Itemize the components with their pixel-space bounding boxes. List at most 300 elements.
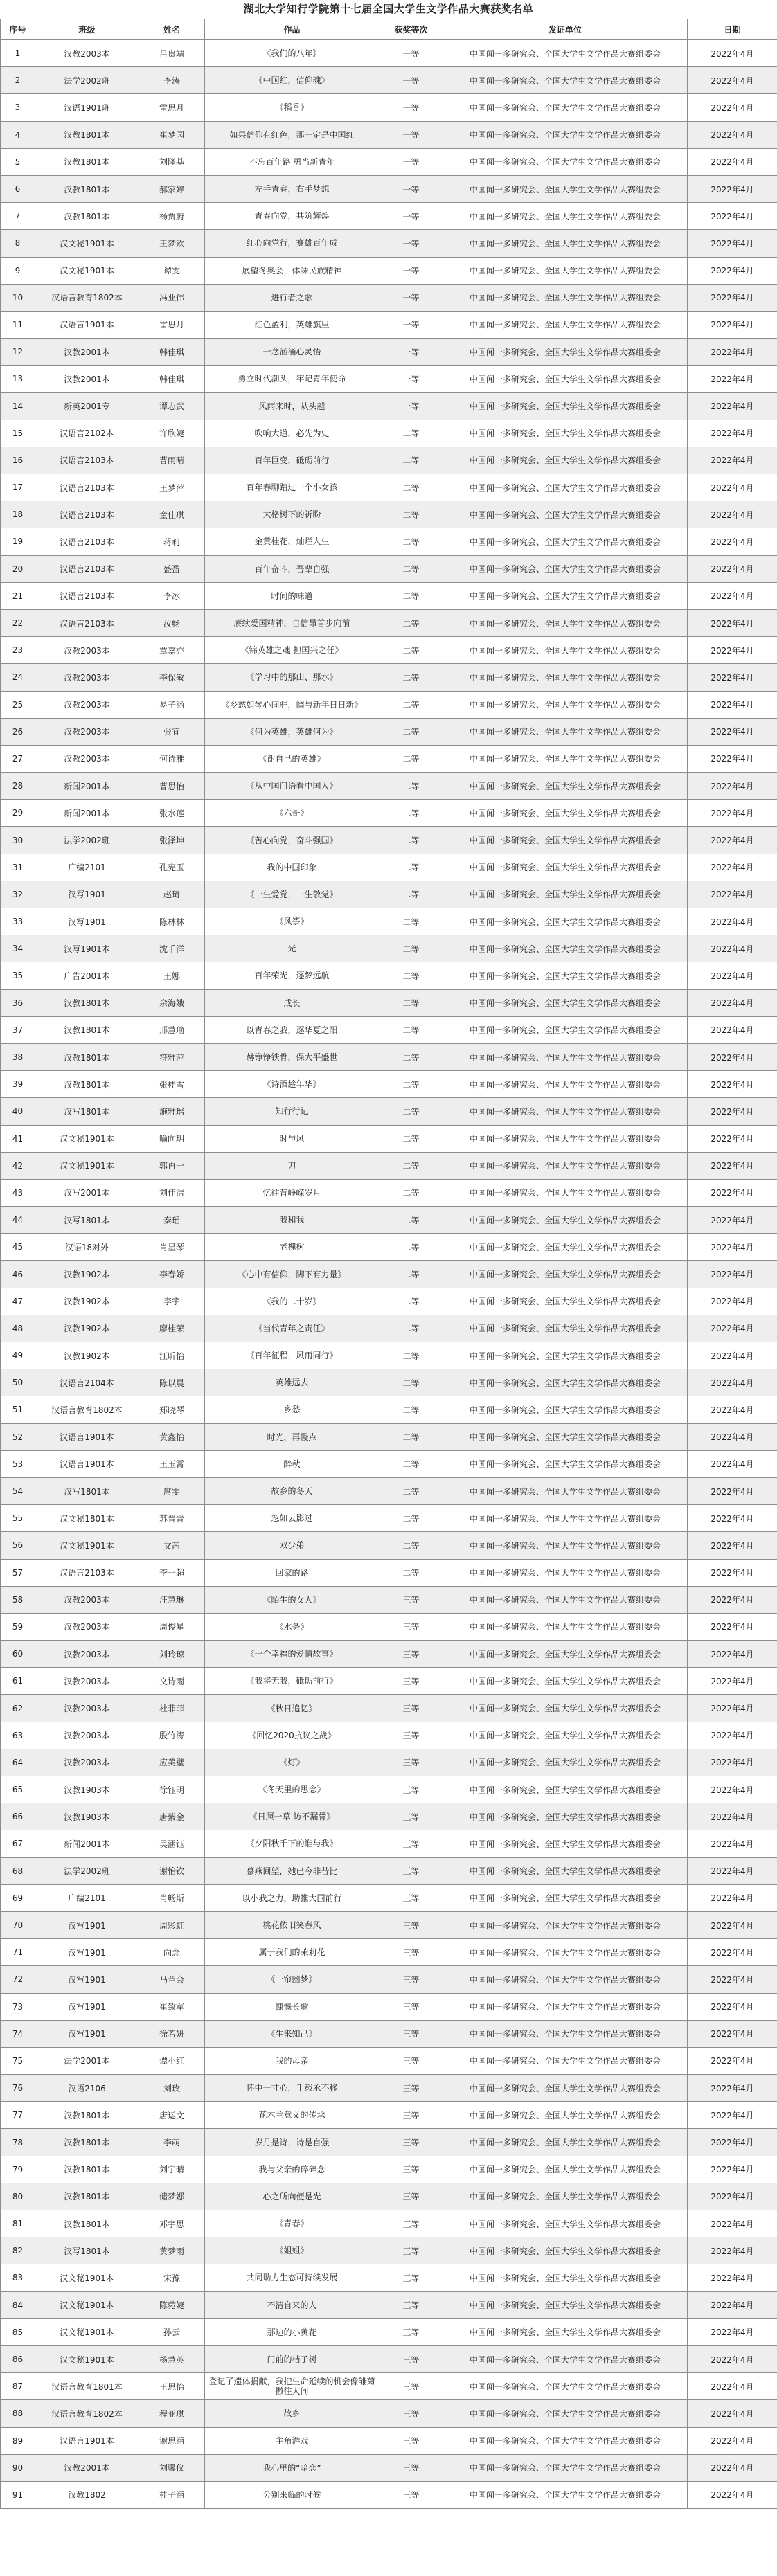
cell-date: 2022年4月 [688,1613,777,1640]
cell-issuer: 中国闻一多研究会、全国大学生文学作品大赛组委会 [443,555,688,582]
cell-class: 汉教1903本 [35,1803,139,1830]
cell-issuer: 中国闻一多研究会、全国大学生文学作品大赛组委会 [443,908,688,935]
cell-work: 双少弟 [205,1532,379,1559]
cell-name: 肖畅斯 [139,1884,205,1911]
table-row [1,664,777,691]
cell-issuer: 中国闻一多研究会、全国大学生文学作品大赛组委会 [443,474,688,501]
table-row [1,881,777,908]
cell-name: 李宇 [139,1288,205,1315]
cell-award-level: 三等 [379,2156,443,2183]
cell-date: 2022年4月 [688,528,777,555]
table-row [1,366,777,393]
cell-date: 2022年4月 [688,2102,777,2129]
cell-class: 汉教2003本 [35,1749,139,1776]
cell-index: 10 [1,284,35,311]
cell-award-level: 一等 [379,203,443,230]
cell-date: 2022年4月 [688,1966,777,1993]
cell-name: 刘隆基 [139,148,205,175]
cell-issuer: 中国闻一多研究会、全国大学生文学作品大赛组委会 [443,854,688,881]
cell-issuer: 中国闻一多研究会、全国大学生文学作品大赛组委会 [443,691,688,718]
cell-award-level: 三等 [379,1939,443,1966]
cell-index: 64 [1,1749,35,1776]
cell-index: 83 [1,2264,35,2291]
cell-work: 《姐姐》 [205,2237,379,2264]
cell-award-level: 二等 [379,881,443,908]
cell-index: 17 [1,474,35,501]
cell-class: 汉教2003本 [35,1586,139,1613]
cell-name: 杨慧英 [139,2345,205,2372]
cell-date: 2022年4月 [688,148,777,175]
cell-issuer: 中国闻一多研究会、全国大学生文学作品大赛组委会 [443,1477,688,1504]
cell-class: 汉语言2102本 [35,420,139,447]
cell-class: 汉写1801本 [35,2237,139,2264]
table-row [1,1559,777,1586]
cell-work: 主角游戏 [205,2427,379,2454]
cell-class: 汉文秘1901本 [35,1532,139,1559]
table-row [1,393,777,420]
cell-class: 汉文秘1901本 [35,2264,139,2291]
cell-award-level: 二等 [379,1098,443,1125]
cell-date: 2022年4月 [688,203,777,230]
cell-work: 风雨来时，从头越 [205,393,379,420]
table-row [1,447,777,474]
cell-date: 2022年4月 [688,1477,777,1504]
cell-class: 汉文秘1901本 [35,257,139,284]
cell-date: 2022年4月 [688,447,777,474]
cell-index: 20 [1,555,35,582]
cell-issuer: 中国闻一多研究会、全国大学生文学作品大赛组委会 [443,1234,688,1261]
cell-index: 13 [1,366,35,393]
cell-work: 《苦心向党，奋斗强国》 [205,827,379,854]
cell-award-level: 二等 [379,1043,443,1070]
cell-name: 张水莲 [139,800,205,827]
cell-award-level: 二等 [379,962,443,989]
table-row [1,1803,777,1830]
column-header-name: 姓名 [139,19,205,40]
cell-work: 慷慨长歌 [205,1993,379,2020]
cell-work: 展望冬奥会，体味民族精神 [205,257,379,284]
cell-date: 2022年4月 [688,2237,777,2264]
cell-class: 法学2002班 [35,67,139,94]
table-row [1,1261,777,1288]
table-row [1,1695,777,1722]
cell-issuer: 中国闻一多研究会、全国大学生文学作品大赛组委会 [443,1423,688,1450]
cell-index: 36 [1,989,35,1016]
cell-work: 《一生爱党，一生敬党》 [205,881,379,908]
cell-class: 汉教1801本 [35,2156,139,2183]
cell-date: 2022年4月 [688,2400,777,2427]
cell-work: 《我将无我，砥砺前行》 [205,1668,379,1695]
cell-issuer: 中国闻一多研究会、全国大学生文学作品大赛组委会 [443,1179,688,1206]
cell-index: 45 [1,1234,35,1261]
cell-name: 应美璧 [139,1749,205,1776]
cell-name: 孙云 [139,2318,205,2345]
cell-index: 58 [1,1586,35,1613]
cell-date: 2022年4月 [688,1586,777,1613]
cell-class: 汉写1901 [35,1966,139,1993]
cell-index: 22 [1,609,35,636]
cell-award-level: 三等 [379,1586,443,1613]
table-row [1,555,777,582]
cell-class: 法学2001本 [35,2047,139,2074]
cell-award-level: 二等 [379,1207,443,1234]
cell-index: 91 [1,2481,35,2508]
cell-work: 《水务》 [205,1613,379,1640]
cell-award-level: 二等 [379,664,443,691]
cell-index: 75 [1,2047,35,2074]
cell-issuer: 中国闻一多研究会、全国大学生文学作品大赛组委会 [443,1559,688,1586]
table-row [1,284,777,311]
table-row [1,1315,777,1342]
cell-name: 席雯 [139,1477,205,1504]
cell-name: 肖星琴 [139,1234,205,1261]
cell-class: 新闻2001本 [35,1830,139,1857]
cell-name: 曹雨晴 [139,447,205,474]
cell-date: 2022年4月 [688,1559,777,1586]
cell-name: 唐紫金 [139,1803,205,1830]
cell-class: 汉文秘1901本 [35,1152,139,1179]
cell-award-level: 二等 [379,1315,443,1342]
cell-index: 28 [1,773,35,800]
cell-class: 汉语言2103本 [35,582,139,609]
table-row [1,2183,777,2210]
cell-issuer: 中国闻一多研究会、全国大学生文学作品大赛组委会 [443,1043,688,1070]
table-row [1,1207,777,1234]
cell-class: 汉语言2103本 [35,1559,139,1586]
cell-award-level: 三等 [379,2400,443,2427]
cell-name: 郑晓琴 [139,1396,205,1423]
cell-work: 《何为英雄，英雄何为》 [205,718,379,745]
cell-award-level: 二等 [379,1532,443,1559]
cell-work: 登记了遗体捐献，我把生命延续的机会像雏菊撒往人间 [205,2373,379,2400]
cell-index: 14 [1,393,35,420]
table-row [1,2129,777,2156]
cell-award-level: 二等 [379,989,443,1016]
cell-issuer: 中国闻一多研究会、全国大学生文学作品大赛组委会 [443,1207,688,1234]
table-row [1,1396,777,1423]
cell-index: 33 [1,908,35,935]
cell-index: 90 [1,2454,35,2481]
cell-name: 郭再一 [139,1152,205,1179]
cell-work: 故乡的冬天 [205,1477,379,1504]
cell-index: 74 [1,2020,35,2047]
cell-name: 汝畅 [139,609,205,636]
table-row [1,1586,777,1613]
table-row [1,2345,777,2372]
cell-index: 61 [1,1668,35,1695]
cell-date: 2022年4月 [688,1641,777,1668]
cell-work: 勇立时代潮头，牢记青年使命 [205,366,379,393]
cell-work: 左手青春，右手梦想 [205,175,379,202]
cell-date: 2022年4月 [688,1668,777,1695]
cell-date: 2022年4月 [688,2047,777,2074]
cell-class: 汉语言教育1801本 [35,2373,139,2400]
cell-award-level: 二等 [379,1559,443,1586]
cell-name: 吕贵靖 [139,40,205,67]
cell-issuer: 中国闻一多研究会、全国大学生文学作品大赛组委会 [443,1450,688,1477]
cell-class: 汉教2003本 [35,637,139,664]
table-row [1,2427,777,2454]
cell-name: 韩佳琪 [139,339,205,366]
cell-name: 雷思月 [139,94,205,121]
cell-award-level: 三等 [379,1803,443,1830]
cell-work: 《从中国门语看中国人》 [205,773,379,800]
cell-class: 汉教2003本 [35,718,139,745]
cell-class: 汉教1801本 [35,1016,139,1043]
cell-issuer: 中国闻一多研究会、全国大学生文学作品大赛组委会 [443,2373,688,2400]
cell-award-level: 一等 [379,230,443,257]
cell-name: 李冰 [139,582,205,609]
cell-award-level: 二等 [379,827,443,854]
cell-award-level: 二等 [379,1423,443,1450]
cell-class: 汉语言1901本 [35,311,139,338]
cell-work: 英雄远去 [205,1369,379,1396]
cell-date: 2022年4月 [688,2210,777,2237]
cell-class: 汉教2003本 [35,1668,139,1695]
cell-class: 汉文秘1801本 [35,1505,139,1532]
cell-name: 易子涵 [139,691,205,718]
cell-issuer: 中国闻一多研究会、全国大学生文学作品大赛组委会 [443,447,688,474]
table-row [1,1857,777,1884]
cell-work: 故乡 [205,2400,379,2427]
cell-name: 王思怡 [139,2373,205,2400]
cell-index: 54 [1,1477,35,1504]
cell-index: 12 [1,339,35,366]
cell-name: 殷竹涛 [139,1722,205,1749]
table-row [1,854,777,881]
cell-issuer: 中国闻一多研究会、全国大学生文学作品大赛组委会 [443,230,688,257]
cell-work: 分别来临的时候 [205,2481,379,2508]
cell-award-level: 二等 [379,582,443,609]
cell-work: 忽如云影过 [205,1505,379,1532]
cell-name: 刘宇晴 [139,2156,205,2183]
cell-name: 李春娇 [139,1261,205,1288]
table-header-row [1,19,777,40]
cell-work: 一念涵涌心灵悟 [205,339,379,366]
table-row [1,1776,777,1803]
cell-issuer: 中国闻一多研究会、全国大学生文学作品大赛组委会 [443,2481,688,2508]
cell-date: 2022年4月 [688,1722,777,1749]
cell-index: 60 [1,1641,35,1668]
table-row [1,230,777,257]
cell-work: 如果信仰有红色，那一定是中国红 [205,121,379,148]
cell-date: 2022年4月 [688,474,777,501]
cell-index: 65 [1,1776,35,1803]
cell-index: 52 [1,1423,35,1450]
cell-index: 79 [1,2156,35,2183]
cell-name: 刘玲琼 [139,1641,205,1668]
table-row [1,745,777,772]
table-row [1,773,777,800]
cell-issuer: 中国闻一多研究会、全国大学生文学作品大赛组委会 [443,257,688,284]
cell-name: 余海娥 [139,989,205,1016]
cell-index: 47 [1,1288,35,1315]
cell-award-level: 二等 [379,1396,443,1423]
cell-index: 81 [1,2210,35,2237]
cell-index: 77 [1,2102,35,2129]
table-row [1,827,777,854]
cell-work: 我的中国印象 [205,854,379,881]
cell-name: 张泽坤 [139,827,205,854]
cell-work: 《乡愁如琴心间驻，阔与新年日日新》 [205,691,379,718]
cell-class: 汉文秘1901本 [35,2318,139,2345]
cell-date: 2022年4月 [688,1234,777,1261]
table-row [1,2237,777,2264]
cell-index: 25 [1,691,35,718]
table-row [1,1505,777,1532]
cell-name: 张桂雪 [139,1071,205,1098]
cell-issuer: 中国闻一多研究会、全国大学生文学作品大赛组委会 [443,935,688,962]
table-row [1,1477,777,1504]
cell-class: 汉文秘1901本 [35,2345,139,2372]
cell-name: 廖桂荣 [139,1315,205,1342]
cell-issuer: 中国闻一多研究会、全国大学生文学作品大赛组委会 [443,1911,688,1938]
table-row [1,203,777,230]
cell-index: 71 [1,1939,35,1966]
cell-issuer: 中国闻一多研究会、全国大学生文学作品大赛组委会 [443,1830,688,1857]
cell-work: 《灯》 [205,1749,379,1776]
table-row [1,528,777,555]
cell-award-level: 一等 [379,311,443,338]
cell-date: 2022年4月 [688,1369,777,1396]
cell-work: 《百年征程，风雨同行》 [205,1342,379,1369]
cell-name: 谢怡钦 [139,1857,205,1884]
cell-date: 2022年4月 [688,637,777,664]
cell-date: 2022年4月 [688,664,777,691]
cell-award-level: 二等 [379,1016,443,1043]
cell-award-level: 二等 [379,800,443,827]
cell-date: 2022年4月 [688,311,777,338]
cell-class: 新闻2001本 [35,773,139,800]
cell-name: 谭雯 [139,257,205,284]
cell-award-level: 二等 [379,637,443,664]
cell-name: 赵琦 [139,881,205,908]
cell-work: 门前的桔子树 [205,2345,379,2372]
table-row [1,1125,777,1152]
cell-name: 徐钰明 [139,1776,205,1803]
cell-class: 汉教1902本 [35,1261,139,1288]
cell-name: 沈千洋 [139,935,205,962]
table-row [1,257,777,284]
cell-award-level: 三等 [379,2237,443,2264]
column-header-class: 班级 [35,19,139,40]
cell-class: 汉写1901 [35,1939,139,1966]
cell-issuer: 中国闻一多研究会、全国大学生文学作品大赛组委会 [443,1668,688,1695]
cell-index: 87 [1,2373,35,2400]
cell-issuer: 中国闻一多研究会、全国大学生文学作品大赛组委会 [443,1369,688,1396]
cell-date: 2022年4月 [688,1098,777,1125]
cell-work: 赫铮铮铁骨，保大平盛世 [205,1043,379,1070]
cell-date: 2022年4月 [688,94,777,121]
cell-award-level: 一等 [379,339,443,366]
cell-date: 2022年4月 [688,1749,777,1776]
cell-class: 汉写1901本 [35,935,139,962]
cell-issuer: 中国闻一多研究会、全国大学生文学作品大赛组委会 [443,637,688,664]
cell-award-level: 三等 [379,1884,443,1911]
cell-name: 崔梦园 [139,121,205,148]
cell-work: 《谢自己的英雄》 [205,745,379,772]
cell-index: 49 [1,1342,35,1369]
cell-issuer: 中国闻一多研究会、全国大学生文学作品大赛组委会 [443,2427,688,2454]
table-row [1,121,777,148]
cell-date: 2022年4月 [688,1776,777,1803]
cell-date: 2022年4月 [688,745,777,772]
cell-issuer: 中国闻一多研究会、全国大学生文学作品大赛组委会 [443,203,688,230]
cell-name: 雷思月 [139,311,205,338]
cell-name: 许欣婕 [139,420,205,447]
cell-date: 2022年4月 [688,1857,777,1884]
cell-date: 2022年4月 [688,1993,777,2020]
cell-index: 86 [1,2345,35,2372]
cell-class: 汉教1902本 [35,1342,139,1369]
cell-work: 进行者之歌 [205,284,379,311]
cell-award-level: 三等 [379,2373,443,2400]
cell-class: 汉教1801本 [35,2129,139,2156]
cell-issuer: 中国闻一多研究会、全国大学生文学作品大赛组委会 [443,528,688,555]
cell-index: 48 [1,1315,35,1342]
cell-date: 2022年4月 [688,962,777,989]
cell-work: 《陌生的女人》 [205,1586,379,1613]
cell-award-level: 三等 [379,1613,443,1640]
cell-work: 金黄桂花，灿烂人生 [205,528,379,555]
cell-class: 汉教2001本 [35,2454,139,2481]
cell-index: 66 [1,1803,35,1830]
cell-index: 62 [1,1695,35,1722]
cell-index: 24 [1,664,35,691]
cell-issuer: 中国闻一多研究会、全国大学生文学作品大赛组委会 [443,1261,688,1288]
cell-award-level: 三等 [379,2454,443,2481]
cell-award-level: 一等 [379,121,443,148]
cell-date: 2022年4月 [688,1884,777,1911]
cell-class: 汉教2003本 [35,745,139,772]
award-table [0,19,777,2509]
cell-index: 9 [1,257,35,284]
cell-date: 2022年4月 [688,1505,777,1532]
cell-work: 赓续爱国精神，自信昂首步向前 [205,609,379,636]
cell-name: 韩佳琪 [139,366,205,393]
table-row [1,1098,777,1125]
cell-class: 汉语言2103本 [35,609,139,636]
cell-class: 汉教2003本 [35,1613,139,1640]
cell-name: 王梦欢 [139,230,205,257]
cell-name: 王梦萍 [139,474,205,501]
cell-date: 2022年4月 [688,2481,777,2508]
cell-index: 73 [1,1993,35,2020]
cell-issuer: 中国闻一多研究会、全国大学生文学作品大赛组委会 [443,40,688,67]
cell-award-level: 三等 [379,1749,443,1776]
cell-work: 《回忆2020抗议之战》 [205,1722,379,1749]
cell-name: 谭小红 [139,2047,205,2074]
cell-award-level: 二等 [379,609,443,636]
cell-class: 新闻2001本 [35,800,139,827]
cell-work: 以小我之力，助推大国前行 [205,1884,379,1911]
table-row [1,2075,777,2102]
cell-work: 《夕阳秋千下的谁与我》 [205,1830,379,1857]
cell-date: 2022年4月 [688,2156,777,2183]
cell-award-level: 二等 [379,935,443,962]
cell-index: 80 [1,2183,35,2210]
cell-work: 百年荣光，逐梦远航 [205,962,379,989]
cell-issuer: 中国闻一多研究会、全国大学生文学作品大赛组委会 [443,1749,688,1776]
cell-date: 2022年4月 [688,501,777,528]
cell-date: 2022年4月 [688,284,777,311]
cell-issuer: 中国闻一多研究会、全国大学生文学作品大赛组委会 [443,2400,688,2427]
cell-name: 施雅瑶 [139,1098,205,1125]
cell-class: 汉语言2103本 [35,447,139,474]
cell-name: 刘佳洁 [139,1179,205,1206]
table-row [1,501,777,528]
cell-class: 汉写1801本 [35,1207,139,1234]
